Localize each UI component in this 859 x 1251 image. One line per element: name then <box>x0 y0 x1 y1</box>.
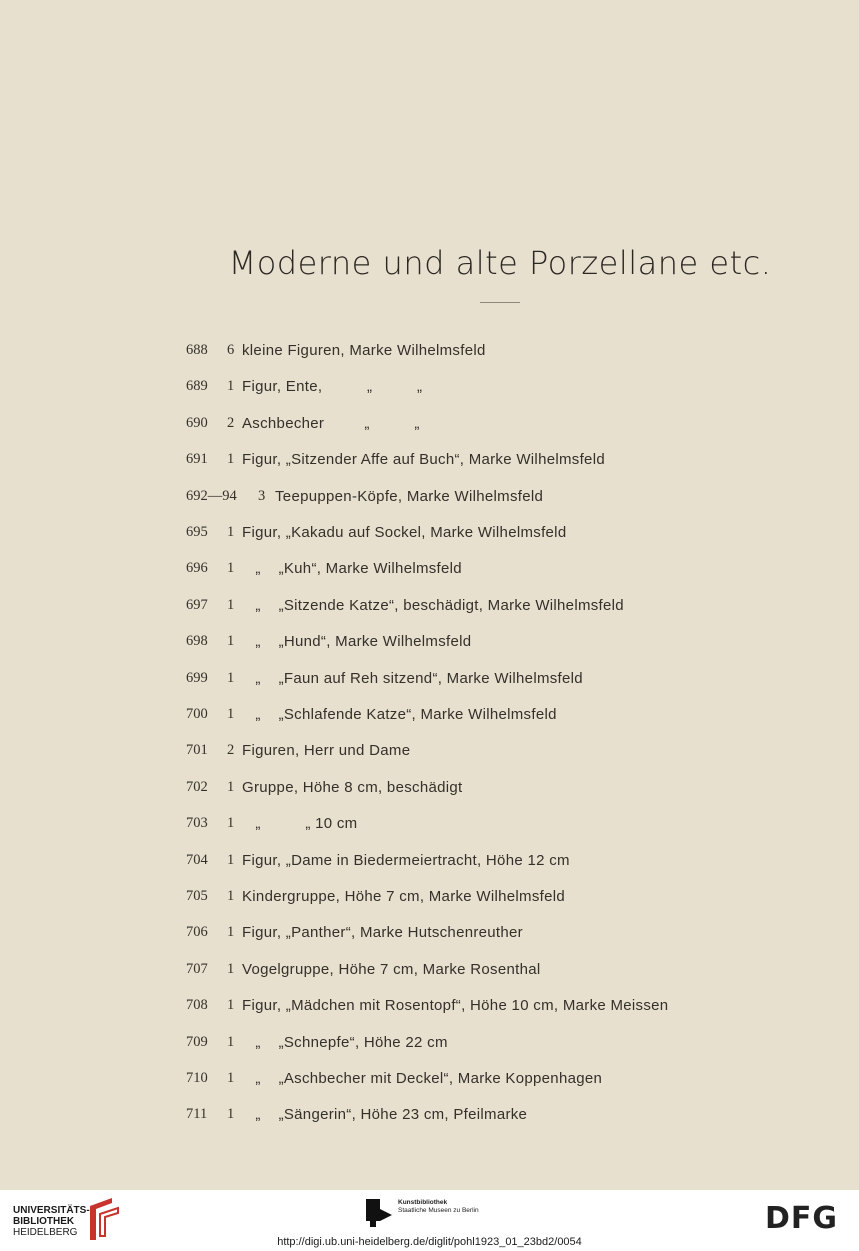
entry-description: „ „Hund“, Marke Wilhelmsfeld <box>242 633 472 651</box>
entry-description: „ „Schlafende Katze“, Marke Wilhelmsfeld <box>242 706 557 723</box>
entry-description: Vogelgruppe, Höhe 7 cm, Marke Rosenthal <box>242 960 541 978</box>
entry-quantity: 1 <box>227 997 235 1014</box>
entry-quantity: 1 <box>227 851 235 868</box>
entry-number: 706 <box>186 924 208 941</box>
entry-number: 711 <box>186 1106 208 1123</box>
entry-quantity: 1 <box>227 960 235 977</box>
heidelberg-library-logo-text[interactable] <box>13 1205 90 1238</box>
entry-quantity: 1 <box>227 560 235 577</box>
entry-number: 692—94 <box>186 487 237 504</box>
entry-description: kleine Figuren, Marke Wilhelmsfeld <box>242 342 486 359</box>
entry-description: Aschbecher „ „ <box>242 414 420 432</box>
title-divider <box>480 302 520 303</box>
kunst-line-1: Kunstbibliothek <box>398 1199 448 1206</box>
entry-description: Figuren, Herr und Dame <box>242 742 411 760</box>
entry-number: 703 <box>186 815 208 832</box>
entry-quantity: 6 <box>227 342 235 358</box>
entry-number: 697 <box>186 596 208 613</box>
uni-line-1: UNIVERSITÄTS- <box>13 1205 90 1216</box>
uni-line-2: BIBLIOTHEK <box>13 1216 75 1227</box>
entry-description: Teepuppen-Köpfe, Marke Wilhelmsfeld <box>275 487 544 505</box>
entry-description: Figur, Ente, „ „ <box>242 378 423 396</box>
entry-description: „ „Faun auf Reh sitzend“, Marke Wilhelmsfeld <box>242 669 583 687</box>
entry-description: Kindergruppe, Höhe 7 cm, Marke Wilhelmsfeld <box>242 888 566 905</box>
entry-description: Figur, „Kakadu auf Sockel, Marke Wilhelmsfeld <box>242 524 567 541</box>
entry-number: 698 <box>186 633 208 650</box>
entry-quantity: 1 <box>227 596 235 613</box>
page-url[interactable]: http://digi.ub.uni-heidelberg.de/diglit/pohl1923_01_23bd2/0054 <box>277 1236 582 1248</box>
entry-number: 689 <box>186 378 208 395</box>
entry-number: 709 <box>186 1033 208 1050</box>
entry-number: 700 <box>186 706 208 722</box>
entry-number: 695 <box>186 524 208 540</box>
entry-quantity: 1 <box>227 451 235 468</box>
entry-quantity: 2 <box>227 414 235 431</box>
kunstbibliothek-logo-icon[interactable] <box>366 1199 392 1227</box>
entry-description: „ „ 10 cm <box>242 815 358 833</box>
entry-quantity: 1 <box>227 378 235 395</box>
entry-description: „ „Schnepfe“, Höhe 22 cm <box>242 1033 448 1051</box>
entry-description: Gruppe, Höhe 8 cm, beschädigt <box>242 778 463 796</box>
kunst-line-2: Staatliche Museen zu Berlin <box>398 1207 479 1214</box>
entry-number: 707 <box>186 960 208 977</box>
entry-quantity: 3 <box>258 487 266 504</box>
kunstbibliothek-text[interactable] <box>398 1199 479 1215</box>
entry-quantity: 1 <box>227 524 235 540</box>
entry-number: 704 <box>186 851 208 868</box>
entry-quantity: 1 <box>227 1070 235 1086</box>
entry-number: 701 <box>186 742 208 759</box>
entry-number: 688 <box>186 342 208 358</box>
entry-quantity: 1 <box>227 669 235 686</box>
entry-description: Figur, „Dame in Biedermeiertracht, Höhe 12 cm <box>242 851 570 869</box>
entry-quantity: 1 <box>227 778 235 795</box>
entry-number: 691 <box>186 451 208 468</box>
entry-number: 690 <box>186 414 208 431</box>
entry-description: „ „Aschbecher mit Deckel“, Marke Koppenhagen <box>242 1070 603 1087</box>
uni-line-3: HEIDELBERG <box>13 1227 78 1238</box>
entry-quantity: 1 <box>227 815 235 832</box>
entry-description: Figur, „Mädchen mit Rosentopf“, Höhe 10 cm, Marke Meissen <box>242 997 669 1015</box>
entry-description: Figur, „Sitzender Affe auf Buch“, Marke Wilhelmsfeld <box>242 451 605 469</box>
entry-quantity: 1 <box>227 706 235 722</box>
entry-description: „ „Sitzende Katze“, beschädigt, Marke Wilhelmsfeld <box>242 596 624 614</box>
entry-description: Figur, „Panther“, Marke Hutschenreuther <box>242 924 523 942</box>
entry-quantity: 1 <box>227 1033 235 1050</box>
entry-quantity: 1 <box>227 1106 235 1123</box>
entry-quantity: 1 <box>227 633 235 650</box>
entry-description: „ „Sängerin“, Höhe 23 cm, Pfeilmarke <box>242 1106 528 1124</box>
entry-number: 702 <box>186 778 208 795</box>
entry-quantity: 1 <box>227 924 235 941</box>
entry-quantity: 1 <box>227 888 235 904</box>
entry-number: 710 <box>186 1070 208 1086</box>
entry-number: 699 <box>186 669 208 686</box>
dfg-logo[interactable]: DFG <box>765 1201 839 1236</box>
entry-number: 708 <box>186 997 208 1014</box>
entry-number: 705 <box>186 888 208 904</box>
entry-quantity: 2 <box>227 742 235 759</box>
entry-description: „ „Kuh“, Marke Wilhelmsfeld <box>242 560 462 578</box>
entry-number: 696 <box>186 560 208 577</box>
page-title: Moderne und alte Porzellane etc. <box>228 244 772 282</box>
